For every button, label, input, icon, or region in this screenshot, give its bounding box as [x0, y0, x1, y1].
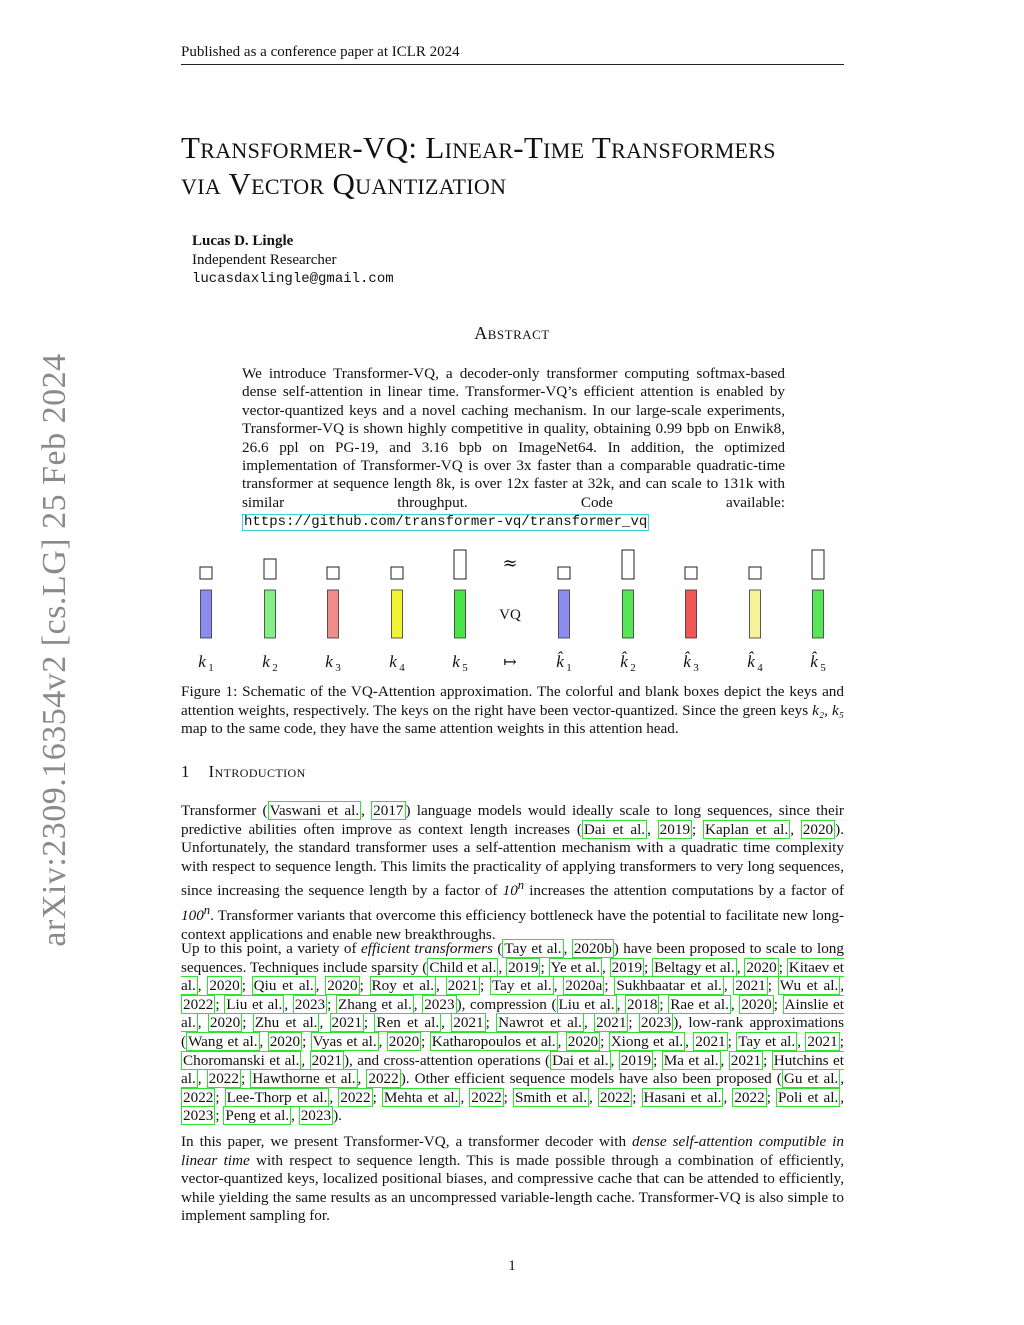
left-weight-box	[264, 559, 276, 579]
left-key-label: k	[198, 652, 206, 671]
citation[interactable]: Katharopoulos et al.	[431, 1032, 556, 1050]
caption-text-a: Schematic of the VQ-Attention approximation. The colorful and blank boxes depict the keys and attention weights, respectively. The keys on the right have been vector-quantized. Since the green keys	[181, 683, 844, 719]
left-key-label: k	[452, 652, 460, 671]
citation[interactable]: Smith et al.	[514, 1088, 588, 1106]
left-key-bar	[201, 590, 212, 638]
cite-group-crossattn: Dai et al. , 2019 ; Ma et al. , 2021 ; Hutchins et al. , 2022 ; Hawthorne et al. , 2022	[181, 1051, 844, 1088]
running-header: Published as a conference paper at ICLR 2024	[181, 44, 460, 60]
math-exponent: n	[517, 878, 525, 893]
approx-symbol: ≈	[502, 553, 518, 574]
citation[interactable]: 2020	[327, 977, 358, 995]
p3-text-b: with respect to sequence length. This is made possible through a combination of efficiently, vector-quantized keys, localized positional biases, and compressive cache that can be attended to efficiently, while yielding the same results as an uncompressed variable-length cache. Transformer-VQ is also simple to implement sampling for.	[181, 1151, 844, 1225]
right-weight-box	[622, 550, 634, 579]
citation[interactable]: Lee-Thorp et al.	[226, 1088, 328, 1106]
cite-group-compression: Liu et al. , 2018 ; Rae et al. , 2020 ; Ainslie et al. , 2020 ; Zhu et al. , 2021 ; Ren et al. , 2021 ; Nawrot et al. , 2021 ; 2023	[181, 995, 845, 1032]
author-affiliation: Independent Researcher	[192, 252, 337, 268]
citation[interactable]: 2019	[659, 820, 691, 838]
right-key-bar	[559, 590, 570, 638]
left-key-bar	[265, 590, 276, 638]
section-heading-introduction	[181, 762, 306, 782]
citation[interactable]: 2020	[802, 820, 834, 838]
citation[interactable]: Child et al.	[429, 958, 497, 976]
citation[interactable]: 2020	[269, 1032, 301, 1050]
right-weight-box	[749, 567, 761, 579]
citation[interactable]: Kaplan et al.	[705, 820, 789, 838]
citation[interactable]: 2017	[373, 802, 404, 819]
p2-text-c: ) have been proposed to scale to long sequences. Techniques include sparsity (	[181, 940, 844, 976]
citation[interactable]: 2021	[453, 1014, 484, 1032]
caption-label: Figure 1:	[181, 683, 238, 700]
citation[interactable]: Hasani et al.	[643, 1088, 722, 1106]
p1-text-c: ). Unfortunately, the standard transformer uses a self-attention mechanism with a quadratic time complexity with respect to sequence length. This limits the practicality of applying transformers to very long sequences, since increasing the sequence length by a factor of	[181, 820, 844, 900]
right-key-bar	[686, 590, 697, 638]
citation[interactable]: Roy et al.	[371, 977, 435, 995]
citation[interactable]: 2023	[183, 1107, 214, 1125]
citation[interactable]: Hawthorne et al.	[252, 1070, 356, 1088]
vq-label: VQ	[499, 607, 521, 623]
left-key-label: k	[325, 652, 333, 671]
citation[interactable]: Dai et al.	[552, 1051, 609, 1069]
citation[interactable]: 2021	[807, 1032, 838, 1050]
citation[interactable]: Liu et al.	[558, 995, 615, 1013]
citation[interactable]: 2023	[300, 1107, 332, 1125]
p1-text-e: . Transformer variants that overcome this efficiency bottleneck have the potential to facilitate new long-context applications and enable new breakthroughs.	[181, 907, 844, 943]
right-key-label: k̂	[683, 652, 691, 671]
p1-text-a: Transformer (	[181, 802, 268, 819]
p2-text-f: ), and cross-attention operations (	[343, 1051, 551, 1069]
citation[interactable]: Sukhbaatar et al.	[616, 977, 722, 995]
citation[interactable]: Wang et al.	[188, 1032, 258, 1050]
cite-group-other: Gu et al. , 2022 ; Lee-Thorp et al. , 2022 ; Mehta et al. , 2022 ; Smith et al. , 2022 ; Hasani et al. , 2022 ; Poli et al. , 2023 ; Peng et al. , 2023	[183, 1070, 845, 1125]
citation[interactable]: Ma et al.	[663, 1051, 719, 1069]
citation[interactable]: 2021	[695, 1032, 726, 1050]
left-weight-box	[327, 567, 339, 579]
citation[interactable]: Qiu et al.	[253, 977, 314, 995]
citation[interactable]: Zhang et al.	[337, 995, 412, 1013]
left-key-label: k	[389, 652, 397, 671]
citation[interactable]: Liu et al.	[226, 995, 283, 1013]
author-name: Lucas D. Lingle	[192, 233, 294, 249]
figure-vq-attention	[181, 540, 844, 682]
citation[interactable]: 2022	[183, 1088, 214, 1106]
p2-text-e: ), low-rank approximations (	[181, 1014, 844, 1050]
right-key-label: k̂	[556, 652, 564, 671]
title-line-2: via Vector Quantization	[181, 166, 507, 201]
right-key-label: k̂	[747, 652, 755, 671]
citation[interactable]: 2023	[640, 1014, 672, 1032]
author-email[interactable]: lucasdaxlingle@gmail.com	[192, 271, 394, 287]
citation[interactable]: 2021	[596, 1014, 627, 1032]
p2-text-a: Up to this point, a variety of	[181, 940, 362, 957]
citation[interactable]: 2022	[471, 1088, 502, 1106]
citation[interactable]: Tay et al.	[738, 1032, 796, 1050]
caption-math: k₂, k₅	[812, 701, 845, 719]
citation[interactable]: 2020	[388, 1032, 420, 1050]
math-exponent: n	[203, 903, 211, 918]
p1-text-d: increases the attention computations by a factor of	[524, 882, 844, 900]
code-link[interactable]: https://github.com/transformer-vq/transformer_vq	[244, 514, 648, 531]
citation[interactable]: 2020a	[565, 977, 603, 995]
citation[interactable]: 2019	[508, 958, 539, 976]
author-block	[192, 232, 394, 289]
citation[interactable]: 2019	[611, 958, 643, 976]
right-weight-box	[812, 550, 824, 579]
paragraph-1: Transformer ( Vaswani et al. , 2017 ) language models would ideally scale to long sequences, since their predictive abilities often improve as context length increases ( Dai et al. , 2019 ; Kaplan et al. , 2020 ). Unfortunately, the standard transformer uses a self-attention mechanism with a quadratic time complexity with respect to sequence length. This limits the practicality of applying transformers to very long sequences, since increasing the sequence length by a factor of 10$^n$ increases the attention computations by a factor of 100$^n$. Transformer variants that overcome this efficiency bottleneck have the potential to facilitate new long-context applications and enable new breakthroughs.	[181, 802, 844, 943]
right-key-bar	[623, 590, 634, 638]
p2-text-b: (	[492, 940, 503, 957]
left-key-subscript: 5	[462, 662, 468, 674]
citation[interactable]: 2022	[183, 995, 214, 1013]
math-100: 100	[181, 907, 204, 925]
citation[interactable]: Dai et al.	[583, 820, 646, 838]
citation[interactable]: 2023	[424, 995, 455, 1013]
right-key-subscript: 3	[693, 662, 699, 674]
right-weight-box	[558, 567, 570, 579]
figure-caption	[181, 683, 844, 739]
citation[interactable]: Wu et al.	[779, 977, 839, 995]
citation[interactable]: Gu et al.	[783, 1070, 839, 1088]
left-key-bar	[455, 590, 466, 638]
citation[interactable]: 2020	[746, 958, 777, 976]
right-key-subscript: 2	[630, 662, 636, 674]
abstract-text: We introduce Transformer-VQ, a decoder-only transformer computing softmax-based dense self-attention in linear time. Transformer-VQ’s efficient attention is enabled by vector-quantized keys and a novel caching mechanism. In our large-scale experiments, Transformer-VQ is shown highly competitive in quality, obtaining 0.99 bpb on Enwik8, 26.6 ppl on PG-19, and 3.16 bpb on ImageNet64. In addition, the optimized implementation of Transformer-VQ is over 3x faster than a comparable quadratic-time transformer at sequence length 8k, is over 12x faster at 32k, and can scale to 131k with similar throughput. Code available:	[242, 365, 785, 511]
left-key-bar	[392, 590, 403, 638]
left-key-label: k	[262, 652, 270, 671]
left-weight-box	[454, 550, 466, 579]
paragraph-2: Up to this point, a variety of efficient transformers ( Tay et al. , 2020b ) have been proposed to scale to long sequences. Techniques include sparsity ( Child et al. , 2019 ; Ye et al. , 2019 ; Beltagy et al. , 2020 ; Kitaev et al. , 2020 ; Qiu et al. , 2020 ; Roy et al. , 2021 ; Tay et al. , 2020a ; Sukhbaatar et al. , 2021 ; Wu et al. , 2022 ; Liu et al. , 2023 ; Zhang et al. , 2023 ), compression ( Liu et al. , 2018 ; Rae et al. , 2020 ; Ainslie et al. , 2020 ; Zhu et al. , 2021 ; Ren et al. , 2021 ; Nawrot et al. , 2021 ; 2023 ), low-rank approximations ( Wang et al. , 2020 ; Vyas et al. , 2020 ; Katharopoulos et al. , 2020 ; Xiong et al. , 2021 ; Tay et al. , 2021 ; Choromanski et al. , 2021 ), and cross-attention operations ( Dai et al. , 2019 ; Ma et al. , 2021 ; Hutchins et al. , 2022 ; Hawthorne et al. , 2022 ). Other efficient sequence models have also been proposed ( Gu et al. , 2022 ; Lee-Thorp et al. , 2022 ; Mehta et al. , 2022 ; Smith et al. , 2022 ; Hasani et al. , 2022 ; Poli et al. , 2023 ; Peng et al. , 2023 ).	[181, 940, 845, 1125]
citation[interactable]: Ren et al.	[376, 1014, 440, 1032]
citation[interactable]: 2020	[209, 1014, 241, 1032]
left-weight-box	[200, 567, 212, 579]
left-key-subscript: 2	[272, 662, 278, 674]
citation[interactable]: 2022	[599, 1088, 631, 1106]
left-key-subscript: 4	[399, 662, 405, 674]
citation[interactable]: 2022	[368, 1070, 399, 1088]
right-key-bar	[813, 590, 824, 638]
caption-text-b: map to the same code, they have the same attention weights in this attention head.	[181, 720, 679, 738]
citation[interactable]: 2018	[627, 995, 658, 1013]
p2-italic: efficient transformers	[361, 940, 493, 957]
citation[interactable]: Zhu et al.	[254, 1014, 318, 1032]
p1-text-b: ) language models would ideally scale to long sequences, since their predictive abilities often improve as context length increases (	[181, 802, 844, 838]
abstract-body	[242, 365, 785, 531]
citation[interactable]: Mehta et al.	[383, 1088, 459, 1106]
citation[interactable]: Kitaev et al.	[181, 958, 845, 995]
citation[interactable]: Tay et al.	[491, 977, 552, 995]
section-title: Introduction	[208, 762, 306, 781]
citation[interactable]: Tay et al.	[504, 940, 562, 957]
title-line-1: Transformer-VQ: Linear-Time Transformers	[181, 130, 776, 165]
section-number: 1	[181, 762, 190, 781]
citation[interactable]: 2020	[209, 977, 240, 995]
arxiv-stamp: arXiv:2309.16354v2 [cs.LG] 25 Feb 2024	[36, 353, 73, 947]
p2-text-g: ). Other efficient sequence models have also been proposed (	[400, 1070, 782, 1088]
p3-italic: dense self-attention computible in linear time	[181, 1133, 844, 1169]
citation[interactable]: 2022	[208, 1070, 239, 1088]
page-number: 1	[508, 1258, 516, 1274]
left-key-subscript: 1	[208, 662, 214, 674]
cite-group-sparsity: Child et al. , 2019 ; Ye et al. , 2019 ; Beltagy et al. , 2020 ; Kitaev et al. , 2020 ; Qiu et al. , 2020 ; Roy et al. , 2021 ; Tay et al. , 2020a ; Sukhbaatar et al. , 2021 ; Wu et al. , 2022 ; Liu et al. , 2023 ; Zhang et al. , 2023	[181, 958, 845, 1013]
math-10: 10	[502, 882, 518, 900]
right-key-label: k̂	[620, 652, 628, 671]
right-key-label: k̂	[810, 652, 818, 671]
citation[interactable]: 2023	[294, 995, 326, 1013]
right-key-bar	[750, 590, 761, 638]
citation[interactable]: 2020	[741, 995, 772, 1013]
left-key-bar	[328, 590, 339, 638]
right-key-subscript: 5	[820, 662, 826, 674]
citation[interactable]: Beltagy et al.	[654, 958, 735, 976]
p2-text-d: ), compression (	[456, 995, 557, 1013]
citation[interactable]: 2021	[311, 1051, 342, 1069]
left-weight-box	[391, 567, 403, 579]
citation[interactable]: Hutchins et al.	[181, 1051, 844, 1088]
citation[interactable]: Vyas et al.	[312, 1032, 377, 1050]
citation[interactable]: 2020b	[573, 940, 612, 957]
citation[interactable]: 2022	[734, 1088, 765, 1106]
paper-title	[181, 130, 861, 202]
right-key-subscript: 4	[757, 662, 763, 674]
citation[interactable]: Choromanski et al.	[183, 1051, 300, 1069]
cite-group-lowrank: Wang et al. , 2020 ; Vyas et al. , 2020 ; Katharopoulos et al. , 2020 ; Xiong et al. , 2021 ; Tay et al. , 2021 ; Choromanski et al. , 2021	[183, 1032, 844, 1069]
citation[interactable]: Ainslie et al.	[181, 995, 845, 1032]
maps-to-symbol: ↦	[503, 652, 517, 671]
right-weight-box	[685, 567, 697, 579]
citation[interactable]: 2019	[620, 1051, 652, 1069]
citation[interactable]: Ye et al.	[550, 958, 601, 976]
p3-text-a: In this paper, we present Transformer-VQ, a transformer decoder with	[181, 1133, 633, 1150]
citation[interactable]: 2021	[447, 977, 478, 995]
citation[interactable]: Poli et al.	[777, 1088, 839, 1106]
citation[interactable]: 2021	[735, 977, 766, 995]
citation[interactable]: Xiong et al.	[610, 1032, 684, 1050]
citation[interactable]: Vaswani et al.	[269, 802, 360, 819]
abstract-heading: Abstract	[474, 323, 550, 343]
citation[interactable]: 2022	[340, 1088, 371, 1106]
header-rule	[181, 64, 844, 65]
left-key-subscript: 3	[335, 662, 341, 674]
paragraph-3	[181, 1133, 844, 1226]
citation[interactable]: Rae et al.	[670, 995, 729, 1013]
right-key-subscript: 1	[566, 662, 572, 674]
citation[interactable]: Peng et al.	[225, 1107, 290, 1125]
citation[interactable]: 2020	[567, 1032, 599, 1050]
p2-text-h: ).	[333, 1107, 342, 1125]
citation[interactable]: 2021	[331, 1014, 362, 1032]
citation[interactable]: Nawrot et al.	[498, 1014, 582, 1032]
citation[interactable]: 2021	[730, 1051, 762, 1069]
